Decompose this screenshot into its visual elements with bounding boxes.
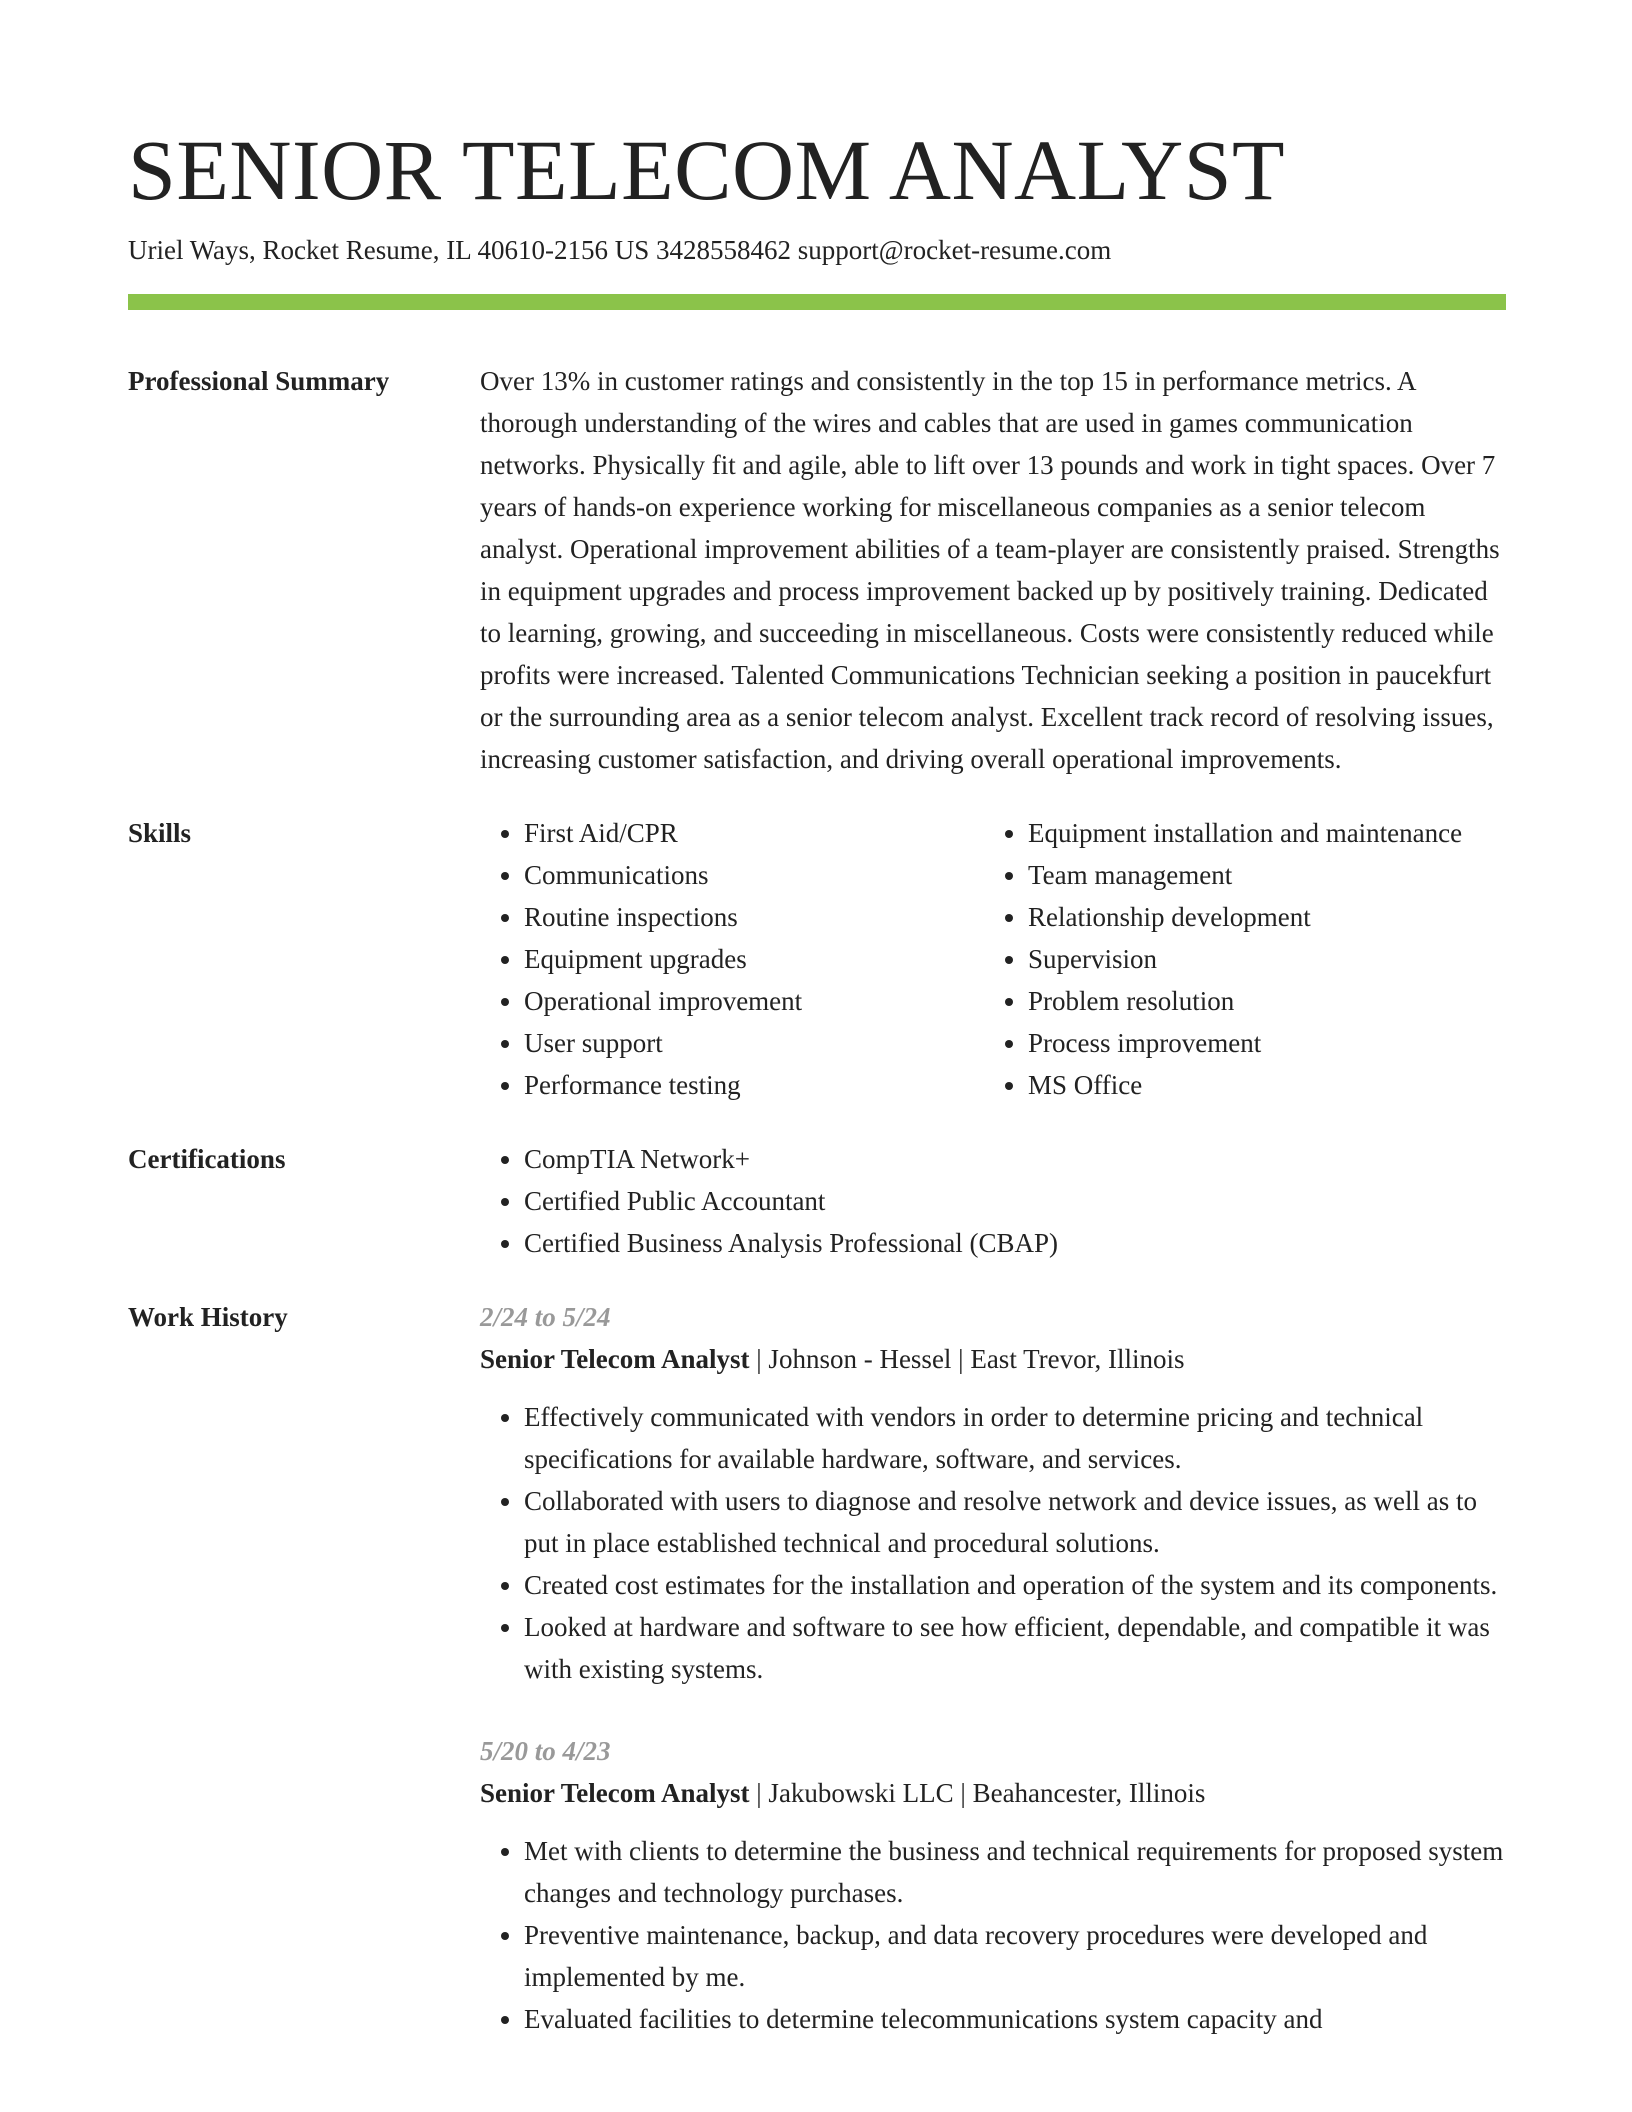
- job-bullet: • Created cost estimates for the installation and operation of the system and its components.: [524, 1564, 1506, 1606]
- certification-item: • CompTIA Network+: [524, 1138, 1506, 1180]
- job-bullets: [480, 1396, 1506, 1690]
- summary-heading: Professional Summary: [128, 366, 390, 396]
- certifications-heading: Certifications: [128, 1144, 286, 1174]
- job-bullet: • Met with clients to determine the business and technical requirements for proposed system changes and technology purchases.: [524, 1830, 1506, 1914]
- skill-item: • Equipment upgrades: [524, 938, 984, 980]
- job-date: 2/24 to 5/24: [480, 1302, 611, 1332]
- skill-item: • First Aid/CPR: [524, 812, 984, 854]
- skills-section: [128, 812, 1506, 1106]
- skills-list-left: [480, 812, 984, 1106]
- skill-item: • User support: [524, 1022, 984, 1064]
- skill-item: • Supervision: [1028, 938, 1488, 980]
- job-entry: [480, 1730, 1506, 2040]
- skill-item: • Performance testing: [524, 1064, 984, 1106]
- skill-item: • Team management: [1028, 854, 1488, 896]
- skill-item: • MS Office: [1028, 1064, 1488, 1106]
- job-bullet: • Evaluated facilities to determine telecommunications system capacity and: [524, 1998, 1506, 2040]
- skills-heading: Skills: [128, 818, 192, 848]
- certification-item: • Certified Business Analysis Professional (CBAP): [524, 1222, 1506, 1264]
- resume-page: [128, 0, 1506, 2040]
- accent-divider: [128, 294, 1506, 310]
- skill-item: • Equipment installation and maintenance: [1028, 812, 1488, 854]
- job-entry: [480, 1296, 1506, 1690]
- job-title: Senior Telecom Analyst: [480, 1344, 750, 1374]
- job-details: | Jakubowski LLC | Beahancester, Illinois: [749, 1778, 1206, 1808]
- skill-item: • Relationship development: [1028, 896, 1488, 938]
- job-header: [480, 1338, 1506, 1380]
- skill-item: • Communications: [524, 854, 984, 896]
- certifications-section: [128, 1138, 1506, 1264]
- job-bullet: • Preventive maintenance, backup, and data recovery procedures were developed and implemented by me.: [524, 1914, 1506, 1998]
- contact-line: Uriel Ways, Rocket Resume, IL 40610-2156 US 3428558462 support@rocket-resume.com: [128, 235, 1112, 265]
- skills-list-right: [984, 812, 1488, 1106]
- job-bullets: [480, 1830, 1506, 2040]
- job-bullet: • Effectively communicated with vendors in order to determine pricing and technical specifications for available hardware, software, and services.: [524, 1396, 1506, 1480]
- summary-text: Over 13% in customer ratings and consistently in the top 15 in performance metrics. A thorough understanding of the wires and cables that are used in games communication networks. Physically fit and agile, able to lift over 13 pounds and work in tight spaces. Over 7 years of hands-on experience working for miscellaneous companies as a senior telecom analyst. Operational improvement abilities of a team-player are consistently praised. Strengths in equipment upgrades and process improvement backed up by positively training. Dedicated to learning, growing, and succeeding in miscellaneous. Costs were consistently reduced while profits were increased. Talented Communications Technician seeking a position in paucekfurt or the surrounding area as a senior telecom analyst. Excellent track record of resolving issues, increasing customer satisfaction, and driving overall operational improvements.: [480, 366, 1500, 774]
- skill-item: • Problem resolution: [1028, 980, 1488, 1022]
- resume-title: SENIOR TELECOM ANALYST: [128, 122, 1286, 218]
- skill-item: • Process improvement: [1028, 1022, 1488, 1064]
- job-details: | Johnson - Hessel | East Trevor, Illinois: [749, 1344, 1185, 1374]
- work-history-section: [128, 1296, 1506, 2040]
- work-history-heading: Work History: [128, 1302, 288, 1332]
- certifications-list: [480, 1138, 1506, 1264]
- job-bullet: • Looked at hardware and software to see how efficient, dependable, and compatible it was with existing systems.: [524, 1606, 1506, 1690]
- job-title: Senior Telecom Analyst: [480, 1778, 750, 1808]
- job-bullet: • Collaborated with users to diagnose and resolve network and device issues, as well as to put in place established technical and procedural solutions.: [524, 1480, 1506, 1564]
- skill-item: • Routine inspections: [524, 896, 984, 938]
- skill-item: • Operational improvement: [524, 980, 984, 1022]
- job-header: [480, 1772, 1506, 1814]
- summary-section: [128, 360, 1506, 780]
- job-date: 5/20 to 4/23: [480, 1736, 611, 1766]
- certification-item: • Certified Public Accountant: [524, 1180, 1506, 1222]
